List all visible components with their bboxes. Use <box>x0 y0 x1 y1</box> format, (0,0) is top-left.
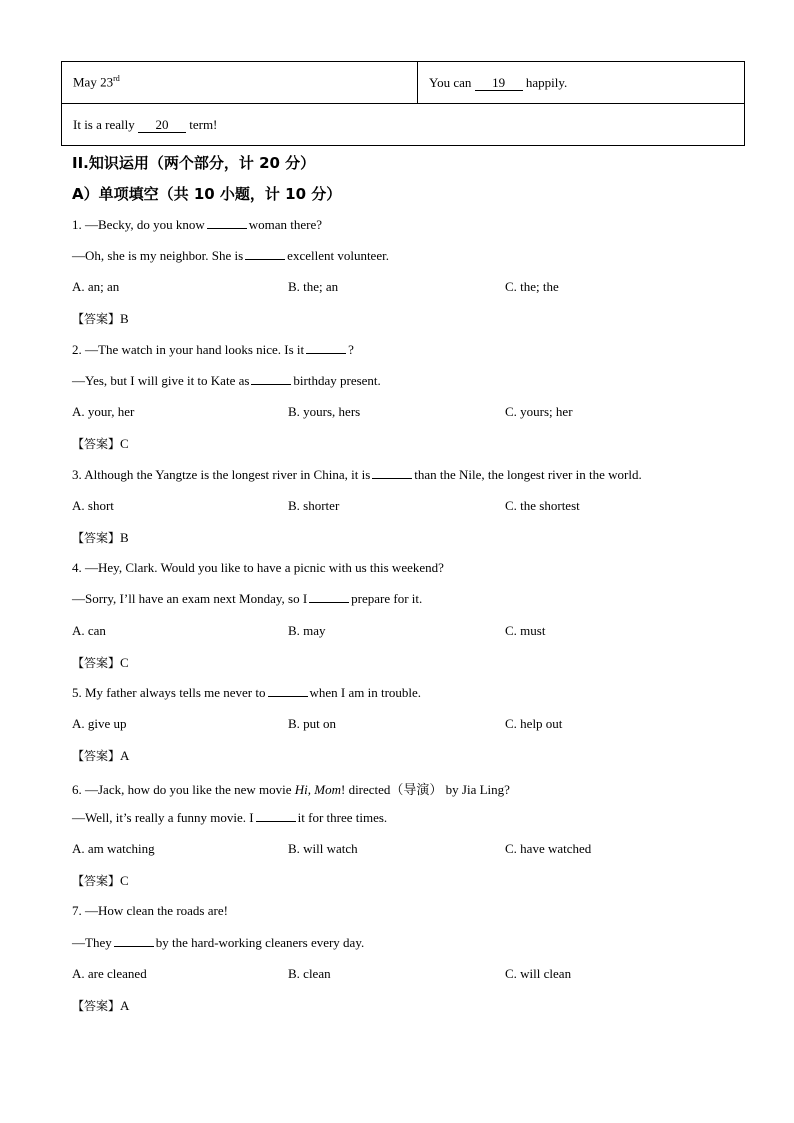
blank-20: 20 <box>138 118 186 133</box>
option-c: C. help out <box>505 716 563 731</box>
question-line: —They by the hard-working cleaners every day. <box>72 935 365 950</box>
section-title: II.知识运用（两个部分，计 20 分） <box>72 154 316 172</box>
option-b: B. clean <box>288 966 331 981</box>
option-a: A. your, her <box>72 404 135 419</box>
question-line: 5. My father always tells me never to when I am in trouble. <box>72 685 422 700</box>
option-c: C. the shortest <box>505 498 580 513</box>
option-c: C. have watched <box>505 841 592 856</box>
option-a: A. are cleaned <box>72 966 147 981</box>
cell-text: happily. <box>525 74 568 90</box>
answer: 【答案】B <box>72 530 129 545</box>
question-line: 4. —Hey, Clark. Would you like to have a picnic with us this weekend? <box>72 560 444 575</box>
question-line: 3. Although the Yangtze is the longest river in China, it is than the Nile, the longest river in the world. <box>72 467 642 482</box>
blank <box>245 249 285 260</box>
answer: 【答案】B <box>72 311 129 326</box>
blank <box>372 468 412 479</box>
option-b: B. put on <box>288 716 337 731</box>
question-line: —Oh, she is my neighbor. She is excellent volunteer. <box>72 248 389 263</box>
blank <box>251 374 291 385</box>
answer-table <box>61 61 745 146</box>
option-b: B. the; an <box>288 279 339 294</box>
subsection-title: A）单项填空（共 10 小题，计 10 分） <box>72 185 342 203</box>
option-b: B. may <box>288 623 326 638</box>
cell-text: It is a really <box>73 116 135 132</box>
option-c: C. will clean <box>505 966 572 981</box>
question-line: —Well, it’s really a funny movie. I it for three times. <box>72 810 388 825</box>
option-a: A. can <box>72 623 106 638</box>
cell-text: You can <box>429 74 472 90</box>
blank <box>114 936 154 947</box>
blank <box>268 686 308 697</box>
question-line: 6. —Jack, how do you like the new movie Hi, Mom! directed（导演） by Jia Ling? <box>72 782 510 797</box>
blank <box>207 218 247 229</box>
answer: 【答案】A <box>72 748 130 763</box>
table-cell-date <box>62 62 418 104</box>
answer: 【答案】A <box>72 998 130 1013</box>
option-b: B. shorter <box>288 498 340 513</box>
answer: 【答案】C <box>72 873 129 888</box>
option-c: C. must <box>505 623 546 638</box>
date-text: May 23 <box>73 74 114 90</box>
table-cell-20 <box>62 104 745 146</box>
answer: 【答案】C <box>72 655 129 670</box>
option-a: A. give up <box>72 716 127 731</box>
blank <box>306 343 346 354</box>
option-b: B. will watch <box>288 841 358 856</box>
table-cell-19 <box>418 62 745 104</box>
option-a: A. am watching <box>72 841 155 856</box>
blank-19: 19 <box>475 76 523 91</box>
question-line: 1. —Becky, do you know woman there? <box>72 217 323 232</box>
cell-text: term! <box>189 116 218 132</box>
question-line: —Sorry, I’ll have an exam next Monday, so I prepare for it. <box>72 591 423 606</box>
option-a: A. short <box>72 498 114 513</box>
question-line: 7. —How clean the roads are! <box>72 903 228 918</box>
blank <box>309 592 349 603</box>
blank <box>256 811 296 822</box>
question-line: —Yes, but I will give it to Kate as birthday present. <box>72 373 381 388</box>
question-line: 2. —The watch in your hand looks nice. Is it ? <box>72 342 354 357</box>
option-c: C. the; the <box>505 279 559 294</box>
option-b: B. yours, hers <box>288 404 361 419</box>
date-suffix: rd <box>113 74 120 84</box>
option-c: C. yours; her <box>505 404 573 419</box>
answer: 【答案】C <box>72 436 129 451</box>
option-a: A. an; an <box>72 279 120 294</box>
